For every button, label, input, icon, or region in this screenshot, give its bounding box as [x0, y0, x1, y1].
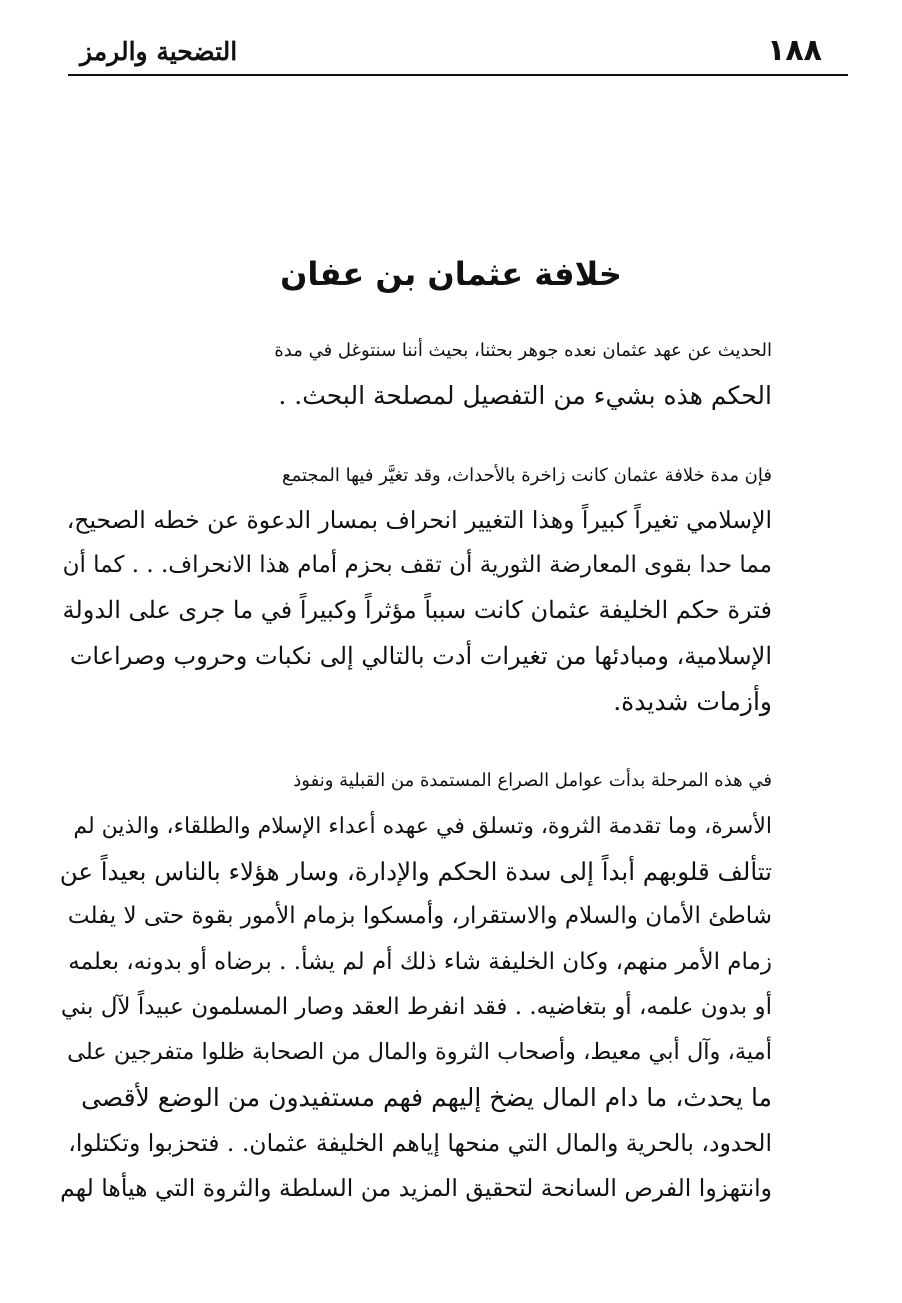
chapter-title: خلافة عثمان بن عفان [280, 255, 622, 293]
book-title: التضحية والرمز [80, 37, 238, 66]
text-line: فترة حكم الخليفة عثمان كانت سبباً مؤثراً وكبيراً في ما جرى على الدولة [62, 596, 772, 625]
page-number: ١٨٨ [767, 33, 822, 68]
text-line: وانتهزوا الفرص السانحة لتحقيق المزيد من السلطة والثروة التي هيأها لهم [60, 1174, 772, 1203]
text-line: الحدود، بالحرية والمال التي منحها إياهم الخليفة عثمان. . فتحزبوا وتكتلوا، [68, 1128, 772, 1157]
text-line: زمام الأمر منهم، وكان الخليفة شاء ذلك أم لم يشأ. . برضاه أو بدونه، بعلمه [68, 948, 772, 975]
text-line: ما يحدث، ما دام المال يضخ إليهم فهم مستفيدون من الوضع لأقصى [81, 1083, 772, 1113]
text-line: مما حدا بقوى المعارضة الثورية أن تقف بحزم أمام هذا الانحراف. . . كما أن [62, 552, 772, 579]
text-line: أو بدون علمه، أو بتغاضيه. . فقد انفرط العقد وصار المسلمون عبيداً لآل بني [60, 993, 772, 1020]
running-header [68, 34, 848, 76]
text-line: الحكم هذه بشيء من التفصيل لمصلحة البحث. . [278, 381, 772, 411]
text-line: وأزمات شديدة. [613, 687, 772, 717]
text-line: الحديث عن عهد عثمان نعده جوهر بحثنا، بحيث أننا سنتوغل في مدة [274, 340, 772, 361]
text-line: فإن مدة خلافة عثمان كانت زاخرة بالأحداث، وقد تغيَّر فيها المجتمع [281, 464, 772, 486]
text-line: الأسرة، وما تقدمة الثروة، وتسلق في عهده أعداء الإسلام والطلقاء، والذين لم [73, 813, 772, 839]
text-line: الإسلامية، ومبادئها من تغيرات أدت بالتالي إلى نكبات وحروب وصراعات [69, 641, 772, 670]
text-line: في هذه المرحلة بدأت عوامل الصراع المستمدة من القبلية ونفوذ [293, 770, 772, 792]
paragraph [58, 758, 844, 1211]
paragraph [58, 453, 844, 725]
text-line: الإسلامي تغيراً كبيراً وهذا التغيير انحراف بمسار الدعوة عن خطه الصحيح، [66, 505, 772, 534]
paragraph [58, 328, 844, 419]
text-line: شاطئ الأمان والسلام والاستقرار، وأمسكوا بزمام الأمور بقوة حتى لا يفلت [67, 903, 772, 930]
text-line: أمية، وآل أبي معيط، وأصحاب الثروة والمال من الصحابة ظلوا متفرجين على [67, 1039, 772, 1066]
text-line: تتألف قلوبهم أبداً إلى سدة الحكم والإدارة، وسار هؤلاء بالناس بعيداً عن [59, 856, 772, 886]
body-text [58, 328, 844, 1245]
